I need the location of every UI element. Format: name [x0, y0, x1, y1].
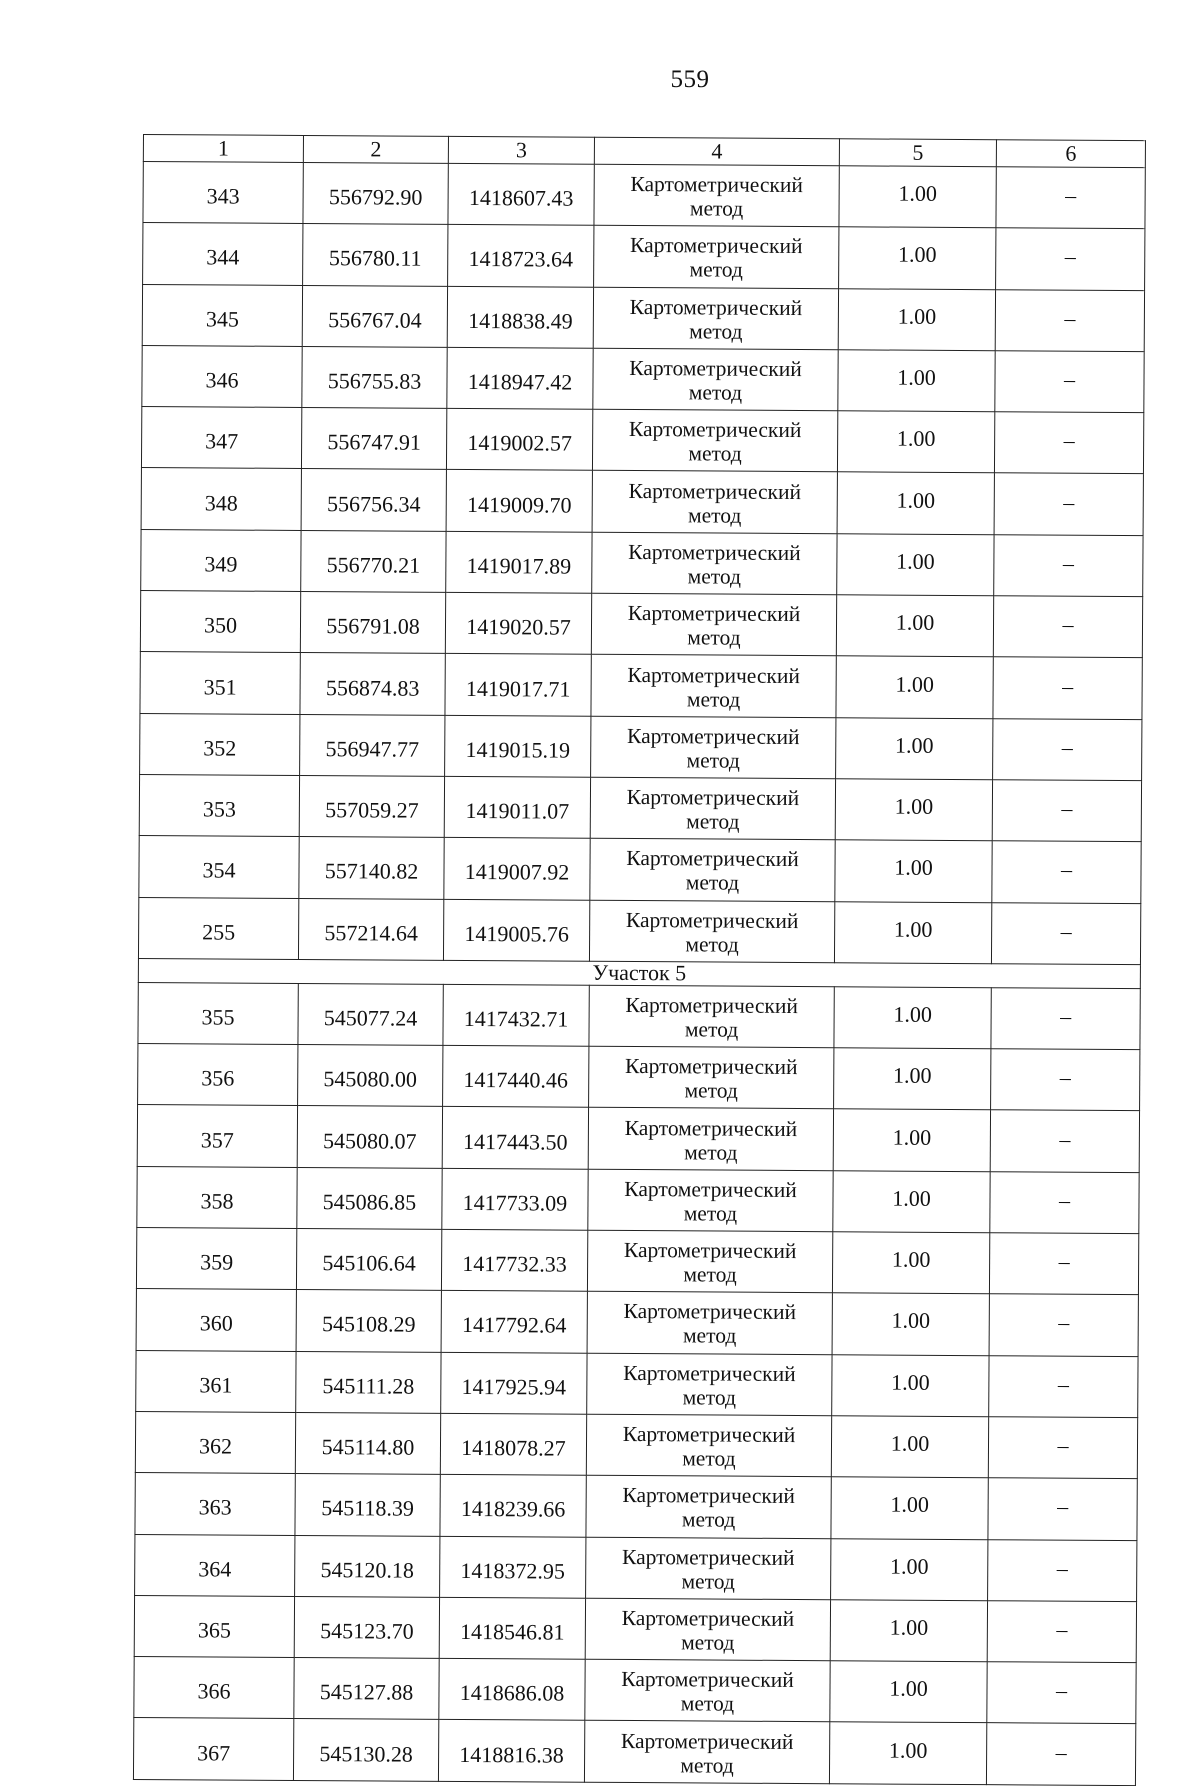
method-cell [593, 348, 838, 411]
y-coordinate-cell: 1419007.92 [444, 838, 590, 900]
x-coordinate-cell: 545114.80 [295, 1412, 440, 1474]
table-row [136, 1289, 1138, 1356]
method-line-2: метод [687, 502, 742, 528]
method-cell [589, 1046, 834, 1109]
method-line-1: Картометрический [628, 539, 801, 565]
y-coordinate-cell: 1419017.89 [446, 531, 592, 593]
note-cell: – [996, 167, 1145, 229]
note-cell: – [989, 1294, 1138, 1356]
method-line-2: метод [684, 1139, 738, 1165]
note-cell: – [987, 1601, 1136, 1663]
table-row [141, 407, 1143, 474]
method-line-1: Картометрический [624, 1054, 798, 1080]
y-coordinate-cell: 1419017.71 [445, 654, 591, 716]
note-cell: – [988, 1417, 1137, 1479]
method-line-2: метод [687, 564, 742, 589]
accuracy-cell: 1.00 [833, 1109, 990, 1171]
method-cell [589, 985, 834, 1048]
accuracy-cell: 1.00 [837, 411, 994, 473]
column-header: 2 [303, 135, 448, 163]
accuracy-cell: 1.00 [836, 656, 993, 718]
accuracy-cell: 1.00 [836, 595, 993, 657]
y-coordinate-cell: 1418723.64 [448, 225, 594, 287]
method-line-2: метод [689, 257, 743, 283]
x-coordinate-cell: 545130.28 [293, 1719, 438, 1781]
note-cell: – [988, 1539, 1137, 1601]
method-line-2: метод [681, 1630, 735, 1655]
method-line-2: метод [681, 1507, 736, 1533]
method-line-2: метод [686, 686, 741, 712]
accuracy-cell: 1.00 [833, 1170, 990, 1232]
accuracy-cell: 1.00 [829, 1722, 986, 1784]
method-line-1: Картометрический [621, 1544, 795, 1570]
method-cell [589, 900, 834, 963]
point-number-cell: 353 [139, 774, 299, 836]
accuracy-cell: 1.00 [832, 1354, 989, 1416]
x-coordinate-cell: 556770.21 [301, 530, 446, 592]
method-cell [587, 1353, 832, 1416]
note-cell: – [994, 534, 1143, 596]
method-cell [593, 287, 838, 350]
method-cell [587, 1292, 832, 1355]
table-row [140, 591, 1142, 658]
method-cell [588, 1169, 833, 1232]
column-header: 4 [594, 137, 839, 165]
note-cell: – [995, 351, 1144, 413]
table-row [134, 1595, 1136, 1662]
table-row [143, 223, 1145, 290]
method-line-1: Картометрический [630, 233, 803, 259]
column-header: 6 [996, 140, 1145, 168]
table-row [139, 774, 1141, 841]
y-coordinate-cell: 1418607.43 [448, 163, 594, 225]
note-cell: – [993, 657, 1142, 719]
accuracy-cell: 1.00 [839, 227, 996, 289]
y-coordinate-cell: 1419020.57 [445, 592, 591, 654]
method-cell [586, 1475, 831, 1538]
method-line-2: метод [682, 1323, 737, 1349]
coordinates-table [133, 134, 1146, 1786]
method-cell [592, 532, 837, 595]
x-coordinate-cell: 556791.08 [300, 592, 445, 654]
note-cell: – [991, 902, 1140, 964]
accuracy-cell: 1.00 [832, 1232, 989, 1294]
table-row [143, 162, 1145, 229]
x-coordinate-cell: 557214.64 [298, 898, 443, 960]
y-coordinate-cell: 1417440.46 [443, 1046, 589, 1108]
x-coordinate-cell: 545111.28 [296, 1351, 441, 1413]
method-cell [590, 839, 835, 902]
method-cell [592, 409, 837, 472]
y-coordinate-cell: 1417792.64 [441, 1291, 587, 1353]
method-line-1: Картометрический [620, 1728, 794, 1754]
accuracy-cell: 1.00 [832, 1293, 989, 1355]
y-coordinate-cell: 1418239.66 [440, 1475, 586, 1537]
column-header: 5 [839, 139, 996, 167]
table-row [134, 1657, 1136, 1724]
x-coordinate-cell: 556780.11 [303, 224, 448, 286]
accuracy-cell: 1.00 [831, 1538, 988, 1600]
point-number-cell: 359 [136, 1228, 296, 1290]
y-coordinate-cell: 1417443.50 [442, 1107, 588, 1169]
y-coordinate-cell: 1419015.19 [445, 715, 591, 777]
y-coordinate-cell: 1418838.49 [447, 286, 593, 348]
method-cell [594, 226, 839, 289]
method-line-2: метод [688, 441, 742, 466]
point-number-cell: 364 [135, 1534, 295, 1596]
method-line-1: Картометрический [627, 723, 800, 749]
y-coordinate-cell: 1417925.94 [441, 1352, 587, 1414]
note-cell: – [990, 1110, 1139, 1172]
page-number: 559 [670, 66, 710, 93]
column-header: 3 [448, 136, 594, 164]
note-cell: – [993, 596, 1142, 658]
note-cell: – [995, 289, 1144, 351]
x-coordinate-cell: 556947.77 [300, 714, 445, 776]
table-row [137, 1105, 1139, 1172]
x-coordinate-cell: 556755.83 [302, 346, 447, 408]
method-line-2: метод [687, 625, 741, 650]
x-coordinate-cell: 557140.82 [299, 837, 444, 899]
point-number-cell: 361 [136, 1350, 296, 1412]
note-cell: – [989, 1355, 1138, 1417]
point-number-cell: 366 [134, 1657, 294, 1719]
note-cell: – [987, 1662, 1136, 1724]
x-coordinate-cell: 545127.88 [294, 1658, 439, 1720]
note-cell: – [991, 988, 1140, 1050]
method-cell [586, 1537, 831, 1600]
point-number-cell: 347 [141, 407, 301, 469]
method-line-2: метод [686, 748, 740, 773]
note-cell: – [986, 1723, 1135, 1785]
method-line-2: метод [685, 932, 739, 957]
y-coordinate-cell: 1418947.42 [447, 347, 593, 409]
note-cell: – [992, 780, 1141, 842]
note-cell: – [992, 841, 1141, 903]
method-line-1: Картометрический [625, 907, 799, 933]
method-line-1: Картометрический [624, 1115, 798, 1141]
x-coordinate-cell: 545080.07 [297, 1106, 442, 1168]
method-line-2: метод [680, 1752, 734, 1778]
table-row [136, 1228, 1138, 1295]
table-row [136, 1350, 1138, 1417]
method-cell [587, 1230, 832, 1293]
method-line-2: метод [685, 870, 740, 896]
method-cell [592, 471, 837, 534]
table-body [133, 135, 1145, 1786]
point-number-cell: 255 [138, 897, 298, 959]
method-cell [586, 1414, 831, 1477]
x-coordinate-cell: 545077.24 [298, 983, 443, 1045]
method-line-1: Картометрический [625, 992, 798, 1019]
accuracy-cell: 1.00 [830, 1661, 987, 1723]
y-coordinate-cell: 1419002.57 [446, 409, 592, 471]
point-number-cell: 358 [137, 1166, 297, 1228]
table-row [142, 284, 1144, 351]
point-number-cell: 363 [135, 1473, 295, 1535]
method-cell [591, 655, 836, 718]
note-cell: – [989, 1233, 1138, 1295]
point-number-cell: 343 [143, 162, 303, 224]
method-line-2: метод [684, 1078, 738, 1103]
x-coordinate-cell: 545080.00 [298, 1045, 443, 1107]
method-line-2: метод [686, 809, 740, 834]
y-coordinate-cell: 1418078.27 [440, 1413, 586, 1475]
accuracy-cell: 1.00 [831, 1416, 988, 1478]
x-coordinate-cell: 556767.04 [302, 285, 447, 347]
method-line-1: Картометрический [626, 846, 799, 872]
y-coordinate-cell: 1418816.38 [438, 1720, 584, 1782]
x-coordinate-cell: 545108.29 [296, 1290, 441, 1352]
method-line-1: Картометрический [626, 785, 800, 811]
point-number-cell: 349 [141, 529, 301, 591]
x-coordinate-cell: 556747.91 [301, 408, 446, 470]
method-line-1: Картометрический [628, 417, 802, 443]
accuracy-cell: 1.00 [837, 472, 994, 534]
method-line-2: метод [684, 1017, 739, 1042]
point-number-cell: 367 [133, 1718, 293, 1780]
method-line-2: метод [683, 1262, 737, 1287]
point-number-cell: 348 [141, 468, 301, 530]
x-coordinate-cell: 556792.90 [303, 162, 448, 224]
x-coordinate-cell: 545106.64 [296, 1229, 441, 1291]
note-cell: – [996, 228, 1145, 290]
x-coordinate-cell: 557059.27 [299, 775, 444, 837]
accuracy-cell: 1.00 [835, 840, 992, 902]
accuracy-cell: 1.00 [837, 534, 994, 596]
method-line-1: Картометрический [621, 1667, 794, 1693]
y-coordinate-cell: 1417432.71 [443, 984, 589, 1046]
x-coordinate-cell: 545086.85 [297, 1167, 442, 1229]
table-row [135, 1411, 1137, 1478]
y-coordinate-cell: 1419005.76 [443, 899, 589, 961]
accuracy-cell: 1.00 [831, 1477, 988, 1539]
point-number-cell: 365 [134, 1595, 294, 1657]
table-row [140, 652, 1142, 719]
section-label: Участок 5 [138, 958, 1140, 988]
point-number-cell: 350 [140, 591, 300, 653]
method-cell [588, 1108, 833, 1171]
y-coordinate-cell: 1419011.07 [444, 776, 590, 838]
table-row [138, 897, 1140, 964]
y-coordinate-cell: 1419009.70 [446, 470, 592, 532]
method-line-2: метод [689, 319, 743, 344]
point-number-cell: 354 [139, 836, 299, 898]
method-cell [591, 716, 836, 779]
table-row [137, 1166, 1139, 1233]
y-coordinate-cell: 1417732.33 [441, 1229, 587, 1291]
method-line-2: метод [683, 1201, 738, 1226]
x-coordinate-cell: 545120.18 [295, 1535, 440, 1597]
table-row [135, 1534, 1137, 1601]
x-coordinate-cell: 545118.39 [295, 1474, 440, 1536]
table-row [135, 1473, 1137, 1540]
method-line-1: Картометрический [630, 172, 804, 198]
point-number-cell: 355 [138, 982, 298, 1044]
accuracy-cell: 1.00 [839, 166, 996, 228]
note-cell: – [994, 412, 1143, 474]
point-number-cell: 362 [135, 1411, 295, 1473]
point-number-cell: 356 [138, 1044, 298, 1106]
point-number-cell: 360 [136, 1289, 296, 1351]
method-line-1: Картометрический [629, 356, 802, 382]
method-line-1: Картометрический [621, 1605, 795, 1631]
y-coordinate-cell: 1417733.09 [442, 1168, 588, 1230]
note-cell: – [990, 1171, 1139, 1233]
method-line-2: метод [688, 380, 743, 405]
method-line-2: метод [681, 1568, 735, 1594]
table-row [141, 468, 1143, 535]
method-line-1: Картометрический [627, 662, 801, 688]
table-row [142, 345, 1144, 412]
method-cell [585, 1659, 830, 1722]
method-cell [591, 593, 836, 656]
point-number-cell: 344 [143, 223, 303, 285]
method-line-1: Картометрический [622, 1422, 796, 1448]
method-line-1: Картометрический [628, 478, 802, 504]
table-row [140, 713, 1142, 780]
method-cell [584, 1721, 829, 1784]
table-row [139, 836, 1141, 903]
method-line-1: Картометрический [629, 294, 803, 320]
table-row [133, 1718, 1135, 1785]
table-row [138, 982, 1140, 1049]
method-line-2: метод [689, 196, 744, 221]
method-line-1: Картометрический [627, 601, 801, 627]
note-cell: – [991, 1049, 1140, 1111]
method-line-2: метод [682, 1385, 737, 1410]
y-coordinate-cell: 1418546.81 [439, 1597, 585, 1659]
method-line-1: Картометрический [623, 1360, 796, 1386]
point-number-cell: 351 [140, 652, 300, 714]
table-row [138, 1044, 1140, 1111]
accuracy-cell: 1.00 [836, 717, 993, 779]
accuracy-cell: 1.00 [838, 288, 995, 350]
y-coordinate-cell: 1418372.95 [440, 1536, 586, 1598]
method-line-1: Картометрический [623, 1299, 797, 1325]
method-line-1: Картометрический [624, 1176, 797, 1202]
method-line-1: Картометрический [622, 1483, 795, 1509]
accuracy-cell: 1.00 [834, 1048, 991, 1110]
accuracy-cell: 1.00 [835, 779, 992, 841]
method-line-1: Картометрический [623, 1238, 797, 1264]
point-number-cell: 345 [142, 284, 302, 346]
accuracy-cell: 1.00 [830, 1600, 987, 1662]
accuracy-cell: 1.00 [838, 350, 995, 412]
note-cell: – [993, 718, 1142, 780]
point-number-cell: 357 [137, 1105, 297, 1167]
method-line-2: метод [682, 1446, 736, 1471]
column-header: 1 [143, 135, 303, 163]
accuracy-cell: 1.00 [834, 901, 991, 963]
point-number-cell: 352 [140, 713, 300, 775]
x-coordinate-cell: 556756.34 [301, 469, 446, 531]
method-line-2: метод [680, 1691, 735, 1716]
note-cell: – [988, 1478, 1137, 1540]
accuracy-cell: 1.00 [834, 987, 991, 1049]
point-number-cell: 346 [142, 345, 302, 407]
y-coordinate-cell: 1418686.08 [439, 1658, 585, 1720]
method-cell [585, 1598, 830, 1661]
note-cell: – [994, 473, 1143, 535]
table-row [141, 529, 1143, 596]
method-cell [594, 164, 839, 227]
x-coordinate-cell: 556874.83 [300, 653, 445, 715]
method-cell [590, 777, 835, 840]
x-coordinate-cell: 545123.70 [294, 1596, 439, 1658]
